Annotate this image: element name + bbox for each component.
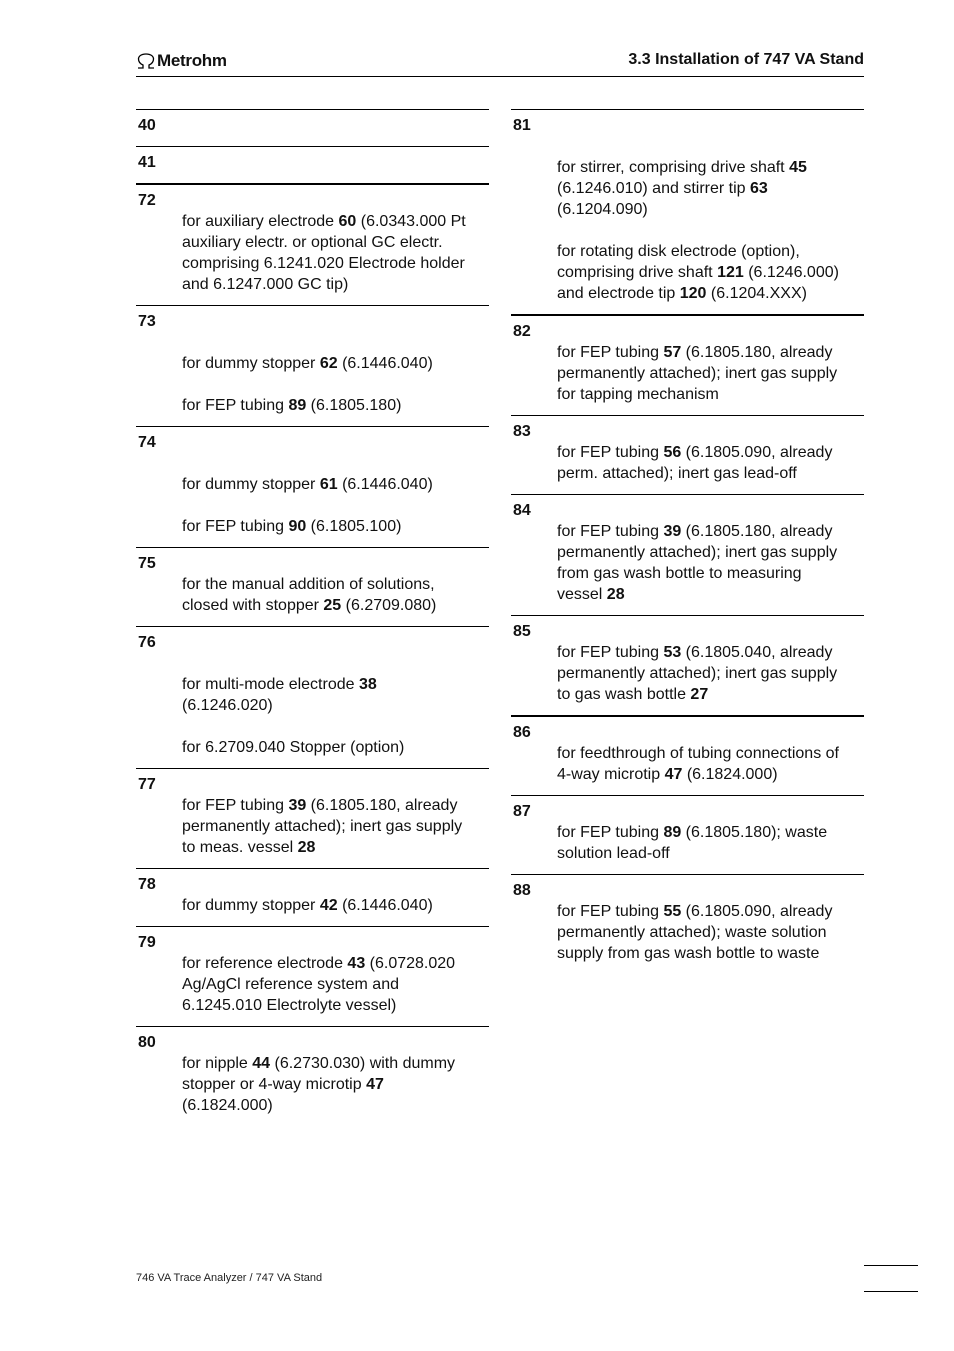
legend-entry — [136, 768, 489, 868]
legend-number: 78 — [138, 876, 156, 893]
description-line — [182, 737, 489, 758]
description-text: (6.2730.030) with dummy — [270, 1055, 456, 1072]
description-line — [182, 974, 489, 995]
description-text: (6.1446.040) — [337, 355, 433, 372]
description-line — [557, 342, 864, 363]
description-line — [557, 442, 864, 463]
description-text: (6.2709.080) — [341, 597, 437, 614]
legend-number: 87 — [513, 803, 531, 820]
legend-entry — [511, 494, 864, 615]
description-line — [182, 1053, 489, 1074]
item-reference: 63 — [750, 180, 768, 197]
legend-number: 77 — [138, 776, 156, 793]
description-line — [182, 674, 489, 695]
description-text: for FEP tubing — [557, 903, 664, 920]
description-text: (6.1246.010) and stirrer tip — [557, 180, 750, 197]
description-line — [182, 516, 489, 537]
description-line — [557, 764, 864, 785]
legend-number: 88 — [513, 882, 531, 899]
description-line — [557, 743, 864, 764]
description-text: for FEP tubing — [557, 523, 664, 540]
description-line — [557, 642, 864, 663]
legend-entry — [136, 868, 489, 926]
item-reference: 57 — [663, 344, 682, 361]
line-gap — [182, 495, 489, 516]
legend-entry — [511, 795, 864, 874]
legend-entry — [136, 183, 489, 305]
description-text: for tapping mechanism — [557, 386, 719, 403]
line-gap — [557, 220, 864, 241]
description-text: comprising 6.1241.020 Electrode holder — [182, 255, 465, 272]
description-line — [182, 837, 489, 858]
description-text: for auxiliary electrode — [182, 213, 339, 230]
left-column — [136, 109, 489, 1126]
description-text: (6.1805.180, already — [681, 344, 833, 361]
item-reference: 60 — [338, 213, 357, 230]
description-line — [557, 521, 864, 542]
description-text: permanently attached); inert gas supply — [557, 365, 838, 382]
description-text: (6.1805.090, already — [681, 444, 833, 461]
legend-entry — [511, 615, 864, 715]
description-text: (6.1446.040) — [337, 476, 433, 493]
description-text: (6.1805.180) — [306, 397, 402, 414]
description-text: for FEP tubing — [557, 644, 664, 661]
legend-number: 83 — [513, 423, 531, 440]
footer-rule-top — [864, 1265, 918, 1266]
description-text: (6.1246.000) — [743, 264, 839, 281]
legend-entry — [136, 109, 489, 146]
description-text: (6.0343.000 Pt — [356, 213, 466, 230]
item-reference: 25 — [323, 597, 342, 614]
legend-entry — [511, 874, 864, 974]
legend-entry — [136, 426, 489, 547]
legend-number: 79 — [138, 934, 156, 951]
description-text: for multi-mode electrode — [182, 676, 359, 693]
description-text: perm. attached); inert gas lead-off — [557, 465, 797, 482]
description-text: and 6.1247.000 GC tip) — [182, 276, 349, 293]
description-text: to meas. vessel — [182, 839, 298, 856]
description-text: permanently attached); waste solution — [557, 924, 827, 941]
description-text: for dummy stopper — [182, 897, 320, 914]
description-text: for stirrer, comprising drive shaft — [557, 159, 790, 176]
description-text: for dummy stopper — [182, 355, 320, 372]
item-reference: 27 — [690, 686, 709, 703]
description-line — [182, 274, 489, 295]
description-text: 6.1245.010 Electrolyte vessel) — [182, 997, 397, 1014]
description-line — [182, 474, 489, 495]
description-text: for FEP tubing — [557, 824, 664, 841]
description-text: Ag/AgCl reference system and — [182, 976, 399, 993]
description-line — [182, 1095, 489, 1116]
description-text: (6.1204.090) — [557, 201, 648, 218]
item-reference: 61 — [319, 476, 338, 493]
legend-entry — [511, 715, 864, 795]
footer-product-text: 746 VA Trace Analyzer / 747 VA Stand — [136, 1272, 323, 1284]
item-reference: 28 — [297, 839, 316, 856]
description-text: stopper or 4-way microtip — [182, 1076, 367, 1093]
description-text: (6.1805.180, already — [306, 797, 458, 814]
page-header — [136, 48, 864, 77]
description-line — [557, 199, 864, 220]
item-reference: 62 — [319, 355, 338, 372]
item-reference: 45 — [789, 159, 807, 176]
legend-entry — [136, 547, 489, 626]
description-text: comprising drive shaft — [557, 264, 718, 281]
description-line — [557, 684, 864, 705]
description-line — [557, 663, 864, 684]
description-text: (6.1446.040) — [337, 897, 433, 914]
item-reference: 28 — [606, 586, 625, 603]
description-line — [182, 953, 489, 974]
description-text: for dummy stopper — [182, 476, 320, 493]
legend-number: 82 — [513, 323, 531, 340]
logo-text: Metrohm — [157, 51, 227, 70]
description-line — [557, 901, 864, 922]
item-reference: 38 — [358, 676, 377, 693]
legend-number: 76 — [138, 634, 156, 651]
item-reference: 44 — [252, 1055, 271, 1072]
description-text: for the manual addition of solutions, — [182, 576, 435, 593]
description-text: (6.1805.040, already — [681, 644, 833, 661]
legend-number: 75 — [138, 555, 156, 572]
legend-entry — [136, 146, 489, 183]
item-reference: 42 — [319, 897, 338, 914]
description-text: for rotating disk electrode (option), — [557, 243, 800, 260]
legend-entry — [136, 1026, 489, 1126]
legend-number: 72 — [138, 192, 156, 209]
description-text: (6.0728.020 — [365, 955, 456, 972]
description-line — [557, 241, 864, 262]
description-line — [557, 584, 864, 605]
right-column — [511, 109, 864, 974]
item-reference: 89 — [663, 824, 682, 841]
line-gap — [182, 716, 489, 737]
legend-number: 74 — [138, 434, 156, 451]
line-gap — [182, 374, 489, 395]
description-text: for FEP tubing — [182, 397, 289, 414]
description-text: for 6.2709.040 Stopper (option) — [182, 739, 405, 756]
legend-number: 86 — [513, 724, 531, 741]
description-text: for nipple — [182, 1055, 253, 1072]
description-line — [557, 542, 864, 563]
description-text: to gas wash bottle — [557, 686, 691, 703]
footer-rule-bottom — [864, 1291, 918, 1292]
description-line — [557, 178, 864, 199]
description-text: permanently attached); inert gas supply — [557, 665, 838, 682]
legend-entry — [511, 415, 864, 494]
description-text: solution lead-off — [557, 845, 670, 862]
omega-icon — [136, 53, 156, 69]
line-gap — [182, 653, 489, 674]
legend-entry — [136, 305, 489, 426]
line-gap — [182, 332, 489, 353]
legend-number: 84 — [513, 502, 531, 519]
description-line — [182, 695, 489, 716]
description-text: (6.1824.000) — [682, 766, 778, 783]
description-line — [182, 395, 489, 416]
description-text: and electrode tip — [557, 285, 680, 302]
description-text: (6.1805.090, already — [681, 903, 833, 920]
item-reference: 43 — [347, 955, 366, 972]
description-line — [182, 232, 489, 253]
line-gap — [557, 136, 864, 157]
description-line — [557, 943, 864, 964]
description-text: vessel — [557, 586, 607, 603]
item-reference: 39 — [663, 523, 682, 540]
legend-entry — [511, 314, 864, 415]
item-reference: 90 — [288, 518, 307, 535]
description-line — [557, 463, 864, 484]
item-reference: 55 — [663, 903, 682, 920]
legend-number: 80 — [138, 1034, 156, 1051]
item-reference: 120 — [679, 285, 707, 302]
item-reference: 39 — [288, 797, 307, 814]
description-text: permanently attached); inert gas supply — [557, 544, 838, 561]
description-line — [182, 795, 489, 816]
description-line — [557, 283, 864, 304]
description-line — [182, 895, 489, 916]
item-reference: 89 — [288, 397, 307, 414]
description-text: permanently attached); inert gas supply — [182, 818, 463, 835]
item-reference: 56 — [663, 444, 682, 461]
description-line — [557, 843, 864, 864]
description-line — [557, 563, 864, 584]
description-text: for FEP tubing — [182, 797, 289, 814]
description-line — [182, 211, 489, 232]
description-text: auxiliary electr. or optional GC electr. — [182, 234, 443, 251]
description-text: for FEP tubing — [557, 344, 664, 361]
legend-number: 85 — [513, 623, 531, 640]
legend-entry — [136, 626, 489, 768]
item-reference: 47 — [664, 766, 683, 783]
description-line — [557, 262, 864, 283]
description-text: from gas wash bottle to measuring — [557, 565, 802, 582]
description-text: for FEP tubing — [557, 444, 664, 461]
description-line — [182, 816, 489, 837]
description-text: (6.1805.180, already — [681, 523, 833, 540]
description-text: (6.1246.020) — [182, 697, 273, 714]
description-line — [557, 384, 864, 405]
description-text: for feedthrough of tubing connections of — [557, 745, 839, 762]
description-line — [557, 363, 864, 384]
legend-number: 41 — [138, 154, 156, 171]
description-text: (6.1805.180); waste — [681, 824, 828, 841]
description-text: (6.1805.100) — [306, 518, 402, 535]
section-title: 3.3 Installation of 747 VA Stand — [628, 51, 864, 68]
description-line — [182, 995, 489, 1016]
description-text: closed with stopper — [182, 597, 324, 614]
legend-number: 40 — [138, 117, 156, 134]
description-text: 4-way microtip — [557, 766, 665, 783]
description-line — [557, 922, 864, 943]
legend-number: 73 — [138, 313, 156, 330]
description-text: for reference electrode — [182, 955, 348, 972]
legend-number: 81 — [513, 117, 531, 134]
description-text: (6.1824.000) — [182, 1097, 273, 1114]
legend-entry — [511, 109, 864, 314]
description-line — [182, 253, 489, 274]
metrohm-logo — [136, 51, 227, 71]
legend-entry — [136, 926, 489, 1026]
item-reference: 47 — [366, 1076, 384, 1093]
item-reference: 53 — [663, 644, 682, 661]
description-line — [182, 574, 489, 595]
description-text: supply from gas wash bottle to waste — [557, 945, 820, 962]
description-line — [182, 353, 489, 374]
item-reference: 121 — [717, 264, 744, 281]
line-gap — [182, 453, 489, 474]
description-text: for FEP tubing — [182, 518, 289, 535]
description-line — [182, 595, 489, 616]
description-line — [182, 1074, 489, 1095]
description-text: (6.1204.XXX) — [706, 285, 807, 302]
description-line — [557, 822, 864, 843]
description-line — [557, 157, 864, 178]
